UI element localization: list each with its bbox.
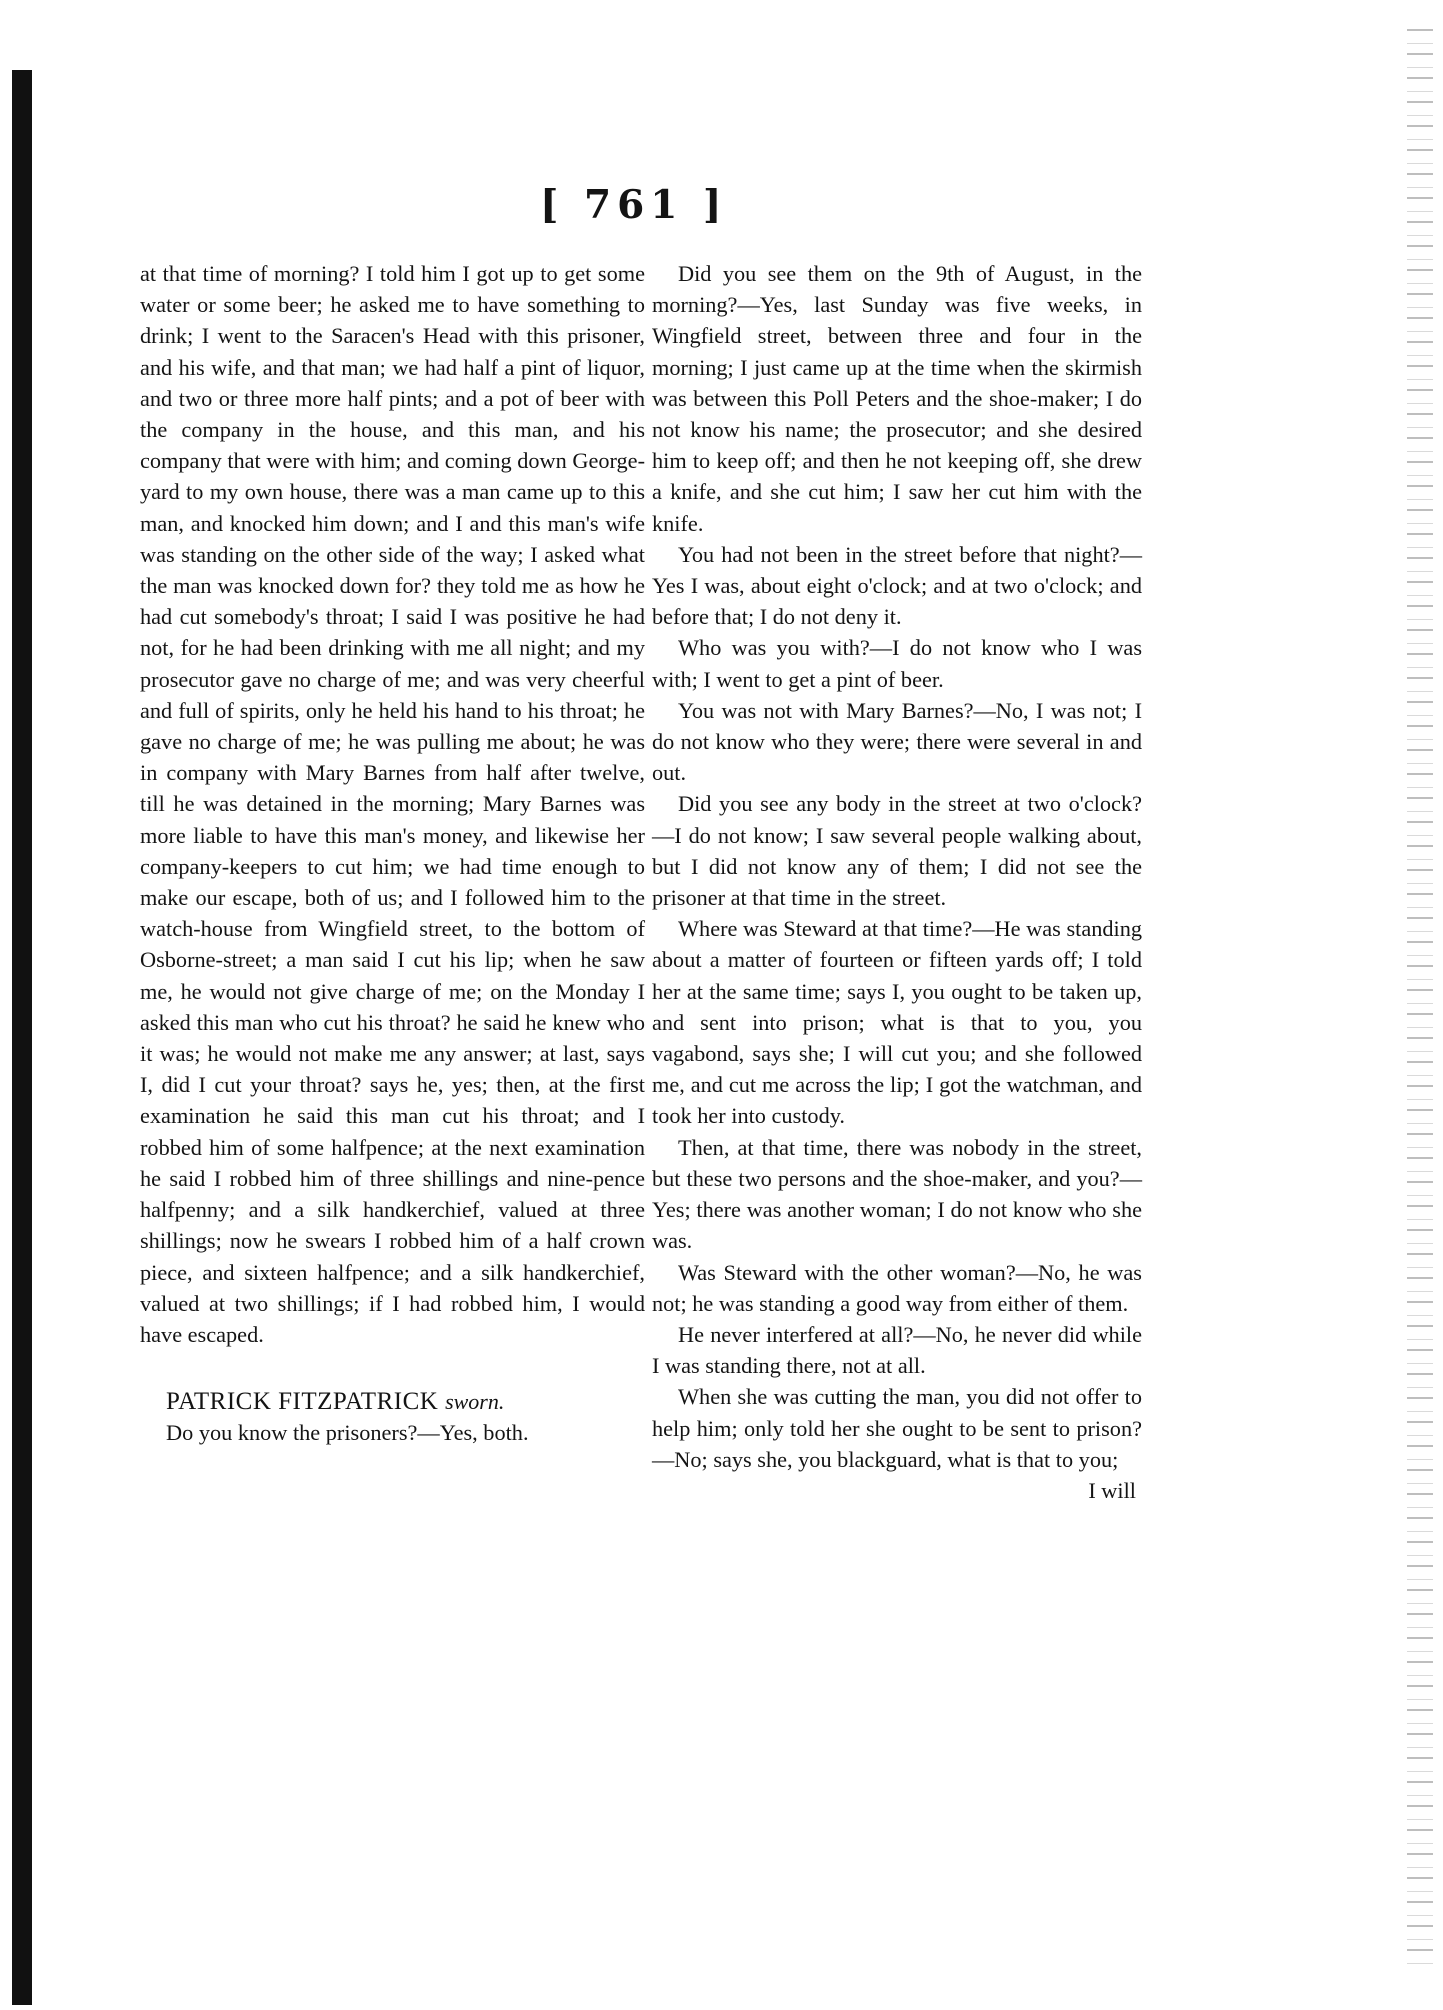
book-spine-shadow [12, 70, 32, 2005]
right-column [652, 258, 1142, 1506]
right-paragraph-2: You had not been in the street before that night?—Yes I was, about eight o'clock; and at two o'clock; and before that; I do not deny it. [652, 541, 1142, 630]
witness-heading [140, 1386, 645, 1417]
sworn-label: sworn. [445, 1389, 505, 1415]
left-column [140, 258, 645, 1449]
right-paragraph-7: Then, at that time, there was nobody in the street, but these two persons and the shoe-maker, and you?—Yes; there was another woman; I do not know who she was. [652, 1134, 1142, 1254]
page-number: [ 761 ] [540, 182, 728, 228]
right-paragraph-3: Who was you with?—I do not know who I was with; I went to get a pint of beer. [652, 635, 1142, 692]
witness-name: PATRICK FITZPATRICK [166, 1388, 439, 1416]
right-paragraph-10: When she was cutting the man, you did not offer to help him; only told her she ought to be sent to prison?—No; says she, you blackguard, what is that to you; [652, 1384, 1142, 1472]
catchword: I will [1088, 1477, 1136, 1503]
right-paragraph-5: Did you see any body in the street at two o'clock?—I do not know; I saw several people walking about, but I did not know any of them; I did not see the prisoner at that time in the street. [652, 791, 1142, 911]
right-paragraph-8: Was Steward with the other woman?—No, he was not; he was standing a good way from either of them. [652, 1259, 1142, 1316]
left-paragraph-2: Do you know the prisoners?—Yes, both. [166, 1420, 529, 1446]
left-paragraph-1: at that time of morning? I told him I got up to get some water or some beer; he asked me to have something to drink; I went to the Saracen's Head with this prisoner, and his wife, and that man; we had half a pint of liquor, and two or three more half pints; and a pot of beer with the company in the house, and this man, and his company that were with him; and coming down George-yard to my own house, there was a man came up to this man, and knocked him down; and I and this man's wife was standing on the other side of the way; I asked what the man was knocked down for? they told me as how he had cut somebody's throat; I said I was positive he had not, for he had been drinking with me all night; and my prosecutor gave no charge of me; and was very cheerful and full of spirits, only he held his hand to his throat; he gave no charge of me; he was pulling me about; he was in company with Mary Barnes from half after twelve, till he was detained in the morning; Mary Barnes was more liable to have this man's money, and likewise her company-keepers to cut him; we had time enough to make our escape, both of us; and I followed him to the watch-house from Wingfield street, to the bottom of Osborne-street; a man said I cut his lip; when he saw me, he would not give charge of me; on the Monday I asked this man who cut his throat? he said he knew who it was; he would not make me any answer; at last, says I, did I cut your throat? says he, yes; then, at the first examination he said this man cut his throat; and I robbed him of some halfpence; at the next examination he said I robbed him of three shillings and nine-pence halfpenny; and a silk handkerchief, valued at three shillings; now he swears I robbed him of a half crown piece, and sixteen halfpence; and a silk handkerchief, valued at two shillings; if I had robbed him, I would have escaped. [140, 261, 645, 1347]
right-paragraph-1: Did you see them on the 9th of August, in the morning?—Yes, last Sunday was five weeks, in Wingfield street, between three and four in the morning; I just came up at the time when the skirmish was between this Poll Peters and the shoe-maker; I do not know his name; the prosecutor; and she desired him to keep off; and then he not keeping off, she drew a knife, and she cut him; I saw her cut him with the knife. [652, 261, 1142, 536]
right-paragraph-4: You was not with Mary Barnes?—No, I was not; I do not know who they were; there were several in and out. [652, 697, 1142, 786]
scan-edge-artifact [1407, 20, 1433, 1970]
right-paragraph-6: Where was Steward at that time?—He was standing about a matter of fourteen or fifteen yards off; I told her at the same time; says I, you ought to be taken up, and sent into prison; what is that to you, you vagabond, says she; I will cut you; and she followed me, and cut me across the lip; I got the watchman, and took her into custody. [652, 916, 1142, 1129]
right-paragraph-9: He never interfered at all?—No, he never did while I was standing there, not at all. [652, 1321, 1142, 1379]
